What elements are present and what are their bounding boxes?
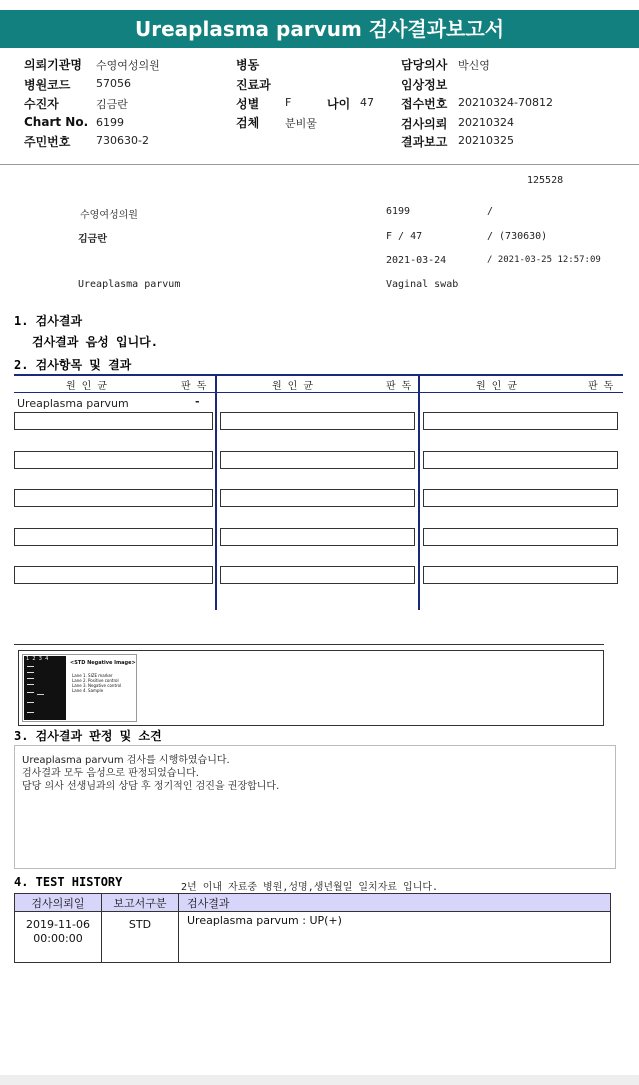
result-cell <box>423 489 618 507</box>
table-header-rule <box>14 392 623 393</box>
value-chart-no: 6199 <box>96 116 124 129</box>
result-cell <box>423 566 618 584</box>
organism-name: Ureaplasma parvum <box>17 397 129 410</box>
column-divider-1 <box>215 374 217 610</box>
organism-result: - <box>195 395 200 408</box>
value-physician: 박신영 <box>458 59 490 72</box>
table-top-rule <box>14 374 623 376</box>
history-note: 2년 이내 자료중 병원,성명,생년월일 일치자료 입니다. <box>181 882 439 893</box>
ladder-band <box>27 702 34 703</box>
section-1-result: 검사결과 음성 입니다. <box>32 335 159 349</box>
col-head-organism-2: 원 인 균 <box>272 381 314 392</box>
result-cell <box>14 528 213 546</box>
section-4-title: 4. TEST HISTORY <box>14 875 123 889</box>
sub-date-reported: / 2021-03-25 12:57:09 <box>487 255 601 265</box>
label-hospital-code: 병원코드 <box>24 78 71 92</box>
value-requesting-org: 수영여성의원 <box>96 59 160 72</box>
result-cell <box>14 412 213 430</box>
label-receipt-no: 접수번호 <box>401 97 448 111</box>
sub-name: 김금란 <box>78 234 107 245</box>
sub-birth: / (730630) <box>487 231 548 242</box>
label-sex: 성별 <box>236 97 260 111</box>
sub-slash: / <box>487 206 494 217</box>
sub-test-name: Ureaplasma parvum <box>78 279 181 290</box>
history-col-date: 검사의뢰일 <box>15 894 102 912</box>
sub-specimen: Vaginal swab <box>386 279 459 290</box>
label-requesting-org: 의뢰기관명 <box>24 58 82 72</box>
history-date: 2019-11-06 <box>26 918 90 931</box>
col-head-organism-1: 원 인 균 <box>66 381 108 392</box>
gel-legend-2: Lane 2. Positive control <box>72 678 119 683</box>
result-cell <box>14 451 213 469</box>
col-head-result-2: 판 독 <box>386 381 412 392</box>
page-bottom-band <box>0 1075 639 1085</box>
section-3-title: 3. 검사결과 판정 및 소견 <box>14 729 162 743</box>
label-patient: 수진자 <box>24 97 59 111</box>
gel-lane-numbers: 1 2 3 4 <box>26 656 49 662</box>
gel-legend-1: Lane 1. SIZE marker <box>72 673 113 678</box>
label-clinical-info: 임상정보 <box>401 78 448 92</box>
value-report-date: 20210325 <box>458 134 514 147</box>
result-cell <box>423 412 618 430</box>
ladder-band <box>27 672 34 673</box>
section-1-title: 1. 검사결과 <box>14 314 83 328</box>
sub-sex-age: F / 47 <box>386 231 423 242</box>
opinion-line-3: 담당 의사 선생님과의 상담 후 정기적인 검진을 권장합니다. <box>22 781 280 792</box>
gel-legend-3: Lane 3. Negative control <box>72 683 122 688</box>
value-specimen: 분비물 <box>285 117 317 130</box>
ladder-band <box>27 678 34 679</box>
ladder-band <box>27 666 34 667</box>
history-table <box>14 893 611 963</box>
label-report-date: 결과보고 <box>401 135 448 149</box>
sub-chart: 6199 <box>386 206 411 217</box>
history-date-cell <box>15 912 102 963</box>
result-cell <box>423 451 618 469</box>
result-cell <box>220 489 415 507</box>
label-physician: 담당의사 <box>401 58 448 72</box>
sub-hospital: 수영여성의원 <box>80 210 138 221</box>
value-request-date: 20210324 <box>458 116 514 129</box>
value-receipt-no: 20210324-70812 <box>458 96 553 109</box>
sub-date-received: 2021-03-24 <box>386 255 447 266</box>
result-cell <box>220 528 415 546</box>
label-specimen: 검체 <box>236 116 260 130</box>
positive-band <box>37 694 44 695</box>
table-row <box>15 912 611 963</box>
ladder-band <box>27 684 34 685</box>
col-head-result-1: 판 독 <box>181 381 207 392</box>
result-cell <box>220 451 415 469</box>
result-cell <box>220 566 415 584</box>
opinion-line-1: Ureaplasma parvum 검사를 시행하였습니다. <box>22 755 230 766</box>
label-request-date: 검사의뢰 <box>401 117 448 131</box>
label-ward: 병동 <box>236 58 260 72</box>
history-col-type: 보고서구분 <box>102 894 179 912</box>
opinion-line-2: 검사결과 모두 음성으로 판정되었습니다. <box>22 768 199 779</box>
result-cell <box>14 489 213 507</box>
history-result: Ureaplasma parvum : UP(+) <box>179 912 611 963</box>
label-resident-no: 주민번호 <box>24 135 71 149</box>
value-hospital-code: 57056 <box>96 77 131 90</box>
gel-image <box>24 656 66 720</box>
history-col-result: 검사결과 <box>179 894 611 912</box>
gel-title: <STD Negative Image> <box>70 660 136 666</box>
section-2-title: 2. 검사항목 및 결과 <box>14 358 132 372</box>
result-cell <box>423 528 618 546</box>
report-title: Ureaplasma parvum 검사결과보고서 <box>0 10 639 48</box>
ladder-band <box>27 712 34 713</box>
col-head-organism-3: 원 인 균 <box>476 381 518 392</box>
col-head-result-3: 판 독 <box>588 381 614 392</box>
label-department: 진료과 <box>236 78 271 92</box>
ladder-band <box>27 692 34 693</box>
result-cell <box>220 412 415 430</box>
label-chart-no: Chart No. <box>24 115 89 129</box>
gel-top-rule <box>14 644 604 645</box>
specimen-code: 125528 <box>527 175 564 186</box>
label-age: 나이 <box>327 97 351 111</box>
column-divider-2 <box>418 374 420 610</box>
value-resident-no: 730630-2 <box>96 134 149 147</box>
history-type: STD <box>102 912 179 963</box>
result-cell <box>14 566 213 584</box>
gel-legend-4: Lane 4. Sample <box>72 688 104 693</box>
value-age: 47 <box>360 96 374 109</box>
value-sex: F <box>285 96 292 109</box>
history-header-row <box>15 894 611 912</box>
value-patient: 김금란 <box>96 98 128 111</box>
history-time: 00:00:00 <box>33 932 83 945</box>
